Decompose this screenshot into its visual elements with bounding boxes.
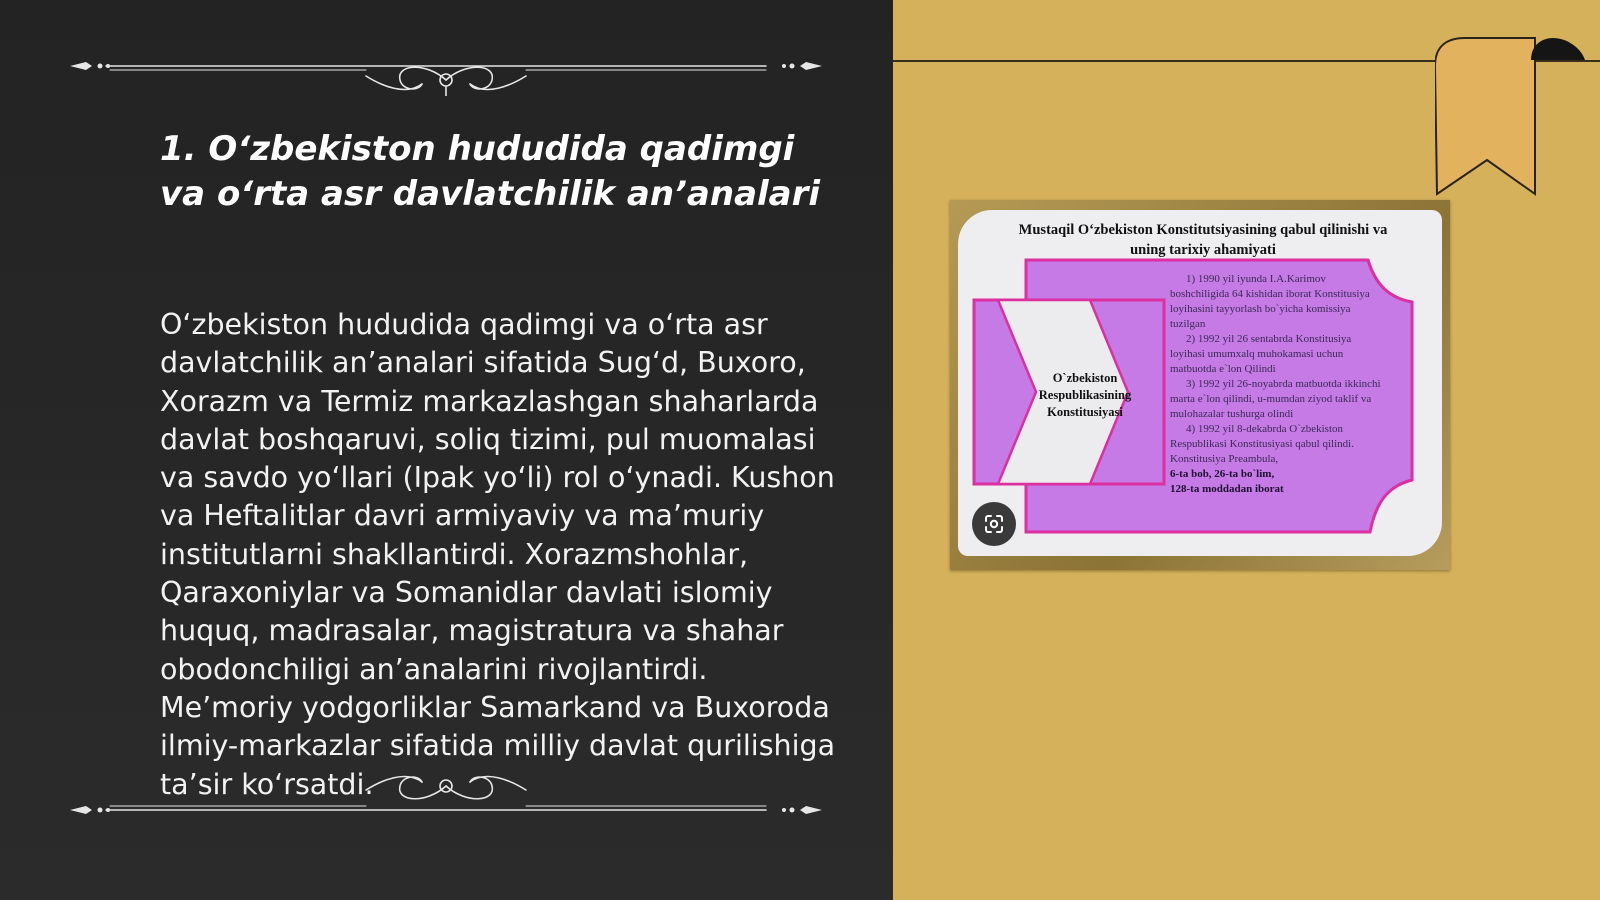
slide-image-card bbox=[958, 210, 1442, 556]
ornament-divider-top bbox=[66, 40, 826, 96]
slide-title: 1. O‘zbekiston hududida qadimgi va o‘rta asr davlatchilik an’analari bbox=[160, 128, 821, 214]
lens-button[interactable] bbox=[972, 502, 1016, 546]
point-strong-1: 6-ta bob, 26-ta bo`lim, bbox=[1170, 468, 1275, 480]
lens-icon bbox=[982, 512, 1006, 536]
constitution-slide-image[interactable] bbox=[950, 200, 1450, 570]
point-2: 2) 1992 yil 26 sentabrda Konstitusiya loyihasi umumxalq muhokamasi uchun matbuotda e`lon Qilindi bbox=[1170, 333, 1352, 375]
point-1: 1) 1990 yil iyunda I.A.Karimov boshchiligida 64 kishidan iborat Konstitusiya loyihasini tayyorlash bo`yicha komissiya tuzilgan bbox=[1170, 273, 1370, 330]
point-4: 4) 1992 yil 8-dekabrda O`zbekiston Respublikasi Konstitusiyasi qabul qilindi. Konstitusiya Preambula, bbox=[1170, 423, 1354, 465]
slide-body-text: O‘zbekiston hududida qadimgi va o‘rta asr davlatchilik an’analari sifatida Sug‘d, Buxoro, Xorazm va Termiz markazlashgan shaharlarda davlat boshqaruvi, soliq tizimi, pul muomalasi va savdo yo‘llari (Ipak yo‘li) rol o‘ynadi. Kushon va Heftalitlar davri armiyaviy va ma’muriy institutlarni shakllantirdi. Xorazmshohlar, Qaraxoniylar va Somanidlar davlati islomiy huquq, madrasalar, magistratura va shahar obodonchiligi an’analarini rivojlantirdi. Me’moriy yodgorliklar Samarkand va Buxoroda ilmiy-markazlar sifatida milliy davlat qurilishiga ta’sir ko‘rsatdi. bbox=[160, 308, 836, 801]
arrow-label: O`zbekiston Respublikasining Konstitusiyasi bbox=[1038, 371, 1132, 419]
ornament-divider-bottom bbox=[66, 770, 826, 826]
slide-image-title: Mustaqil O‘zbekiston Konstitutsiyasining qabul qilinishi va uning tarixiy ahamiyati bbox=[1018, 222, 1388, 258]
bookmark-ribbon-icon bbox=[1435, 36, 1600, 196]
slide-image-points bbox=[1170, 272, 1382, 497]
point-strong-2: 128-ta moddadan iborat bbox=[1170, 483, 1284, 495]
point-3: 3) 1992 yil 26-noyabrda matbuotda ikkinchi marta e`lon qilindi, u-mumdan ziyod taklif va mulohazalar tushurga olindi bbox=[1170, 378, 1381, 420]
